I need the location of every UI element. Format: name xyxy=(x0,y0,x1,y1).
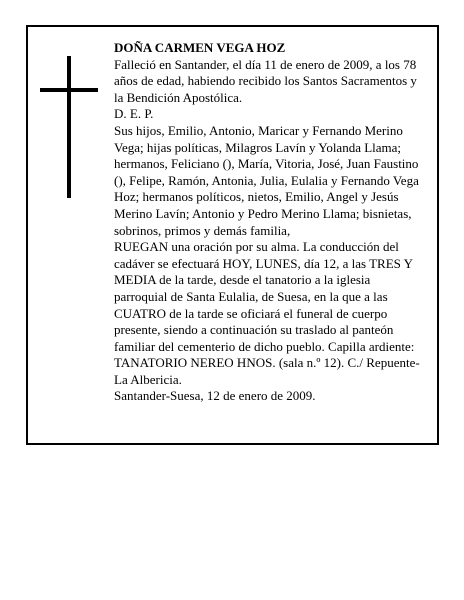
family-list: Sus hijos, Emilio, Antonio, Maricar y Fernando Merino Vega; hijas políticas, Milagros Lavín y Yolanda Llama; hermanos, Feliciano (), María, Vitoria, José, Juan Faustino (), Felipe, Ramón, Antonia, Julia, Eulalia y Fernando Vega Hoz; hermanos políticos, nietos, Emilio, Angel y Jesús Merino Lavín; Antonio y Pedro Merino Llama; bisnietas, sobrinos, primos y demás familia, xyxy=(114,122,419,238)
dep-line: D. E. P. xyxy=(114,106,154,122)
place-date: Santander-Suesa, 12 de enero de 2009. xyxy=(114,388,316,404)
cross-icon xyxy=(40,56,98,198)
obituary-notice xyxy=(26,25,439,445)
funeral-request: RUEGAN una oración por su alma. La conducción del cadáver se efectuará HOY, LUNES, día 12, a las TRES Y MEDIA de la tarde, desde el tanatorio a la iglesia parroquial de Santa Eulalia, de Suesa, en la que a las CUATRO de la tarde se oficiará el funeral de cuerpo presente, siendo a continuación su traslado al panteón familiar del cementerio de dicho pueblo. Capilla ardiente: TANATORIO NEREO HNOS. (sala n.º 12). C./ Repuente-La Albericia. xyxy=(114,239,420,387)
death-details: Falleció en Santander, el día 11 de enero de 2009, a los 78 años de edad, habiendo recibido los Santos Sacramentos y la Bendición Apostólica. xyxy=(114,56,417,105)
cross-vertical-bar xyxy=(67,56,71,198)
deceased-name: DOÑA CARMEN VEGA HOZ xyxy=(114,40,286,55)
obituary-text xyxy=(114,40,424,405)
cross-horizontal-bar xyxy=(40,88,98,92)
